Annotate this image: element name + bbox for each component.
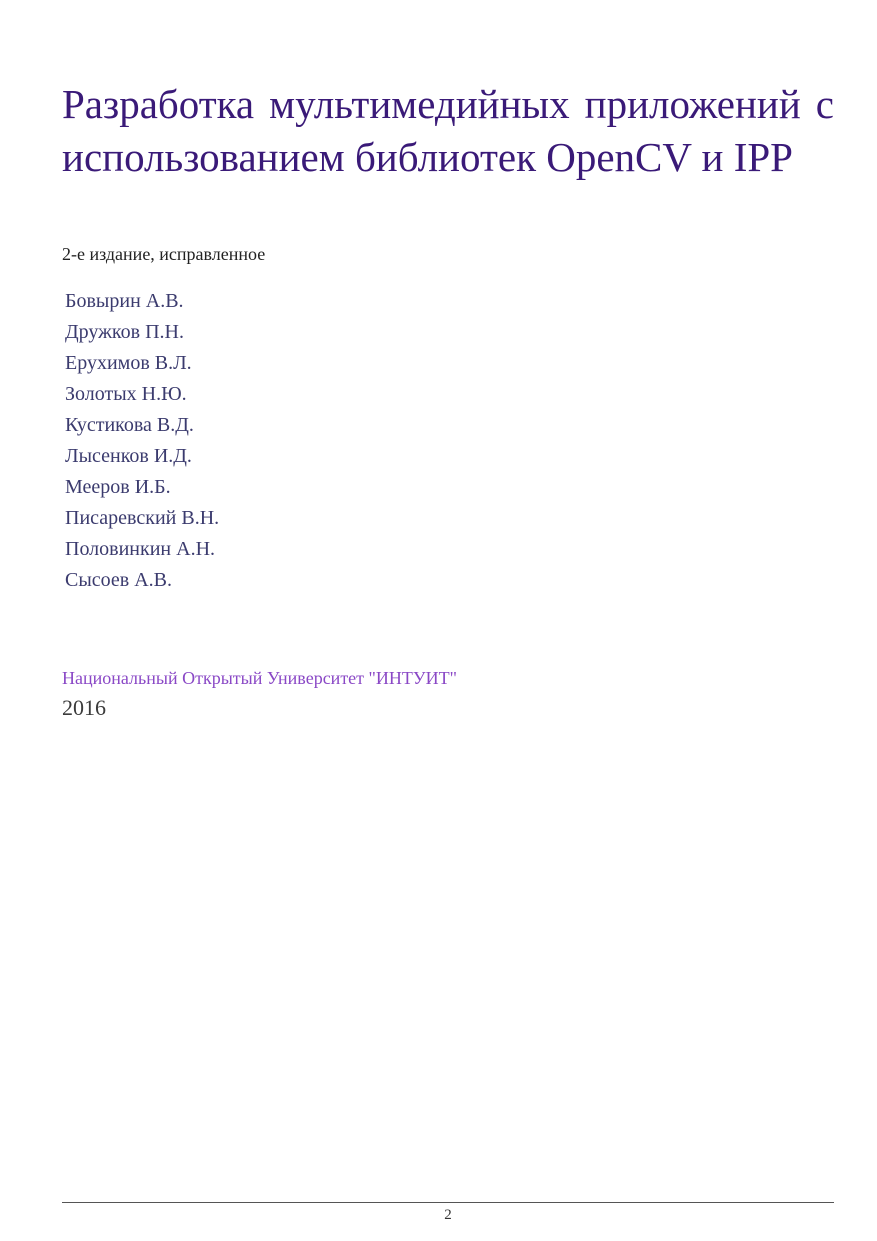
author-name: Кустикова В.Д. bbox=[65, 414, 194, 436]
footer-divider bbox=[62, 1202, 834, 1203]
edition-note: 2-е издание, исправленное bbox=[62, 244, 266, 264]
author-name: Золотых Н.Ю. bbox=[65, 383, 187, 405]
document-title: Разработка мультимедийных приложений с использованием библиотек OpenCV и IPP bbox=[62, 81, 834, 180]
author-name: Лысенков И.Д. bbox=[65, 445, 192, 467]
author-name: Половинкин А.Н. bbox=[65, 538, 216, 560]
page-number: 2 bbox=[444, 1207, 452, 1223]
author-name: Ерухимов В.Л. bbox=[65, 352, 192, 374]
author-name: Писаревский В.Н. bbox=[65, 507, 220, 529]
author-name: Сысоев А.В. bbox=[65, 569, 173, 591]
publisher-name: Национальный Открытый Университет "ИНТУИТ" bbox=[62, 668, 457, 688]
publication-year: 2016 bbox=[62, 695, 106, 720]
author-name: Дружков П.Н. bbox=[65, 321, 184, 343]
author-name: Бовырин А.В. bbox=[65, 290, 184, 312]
author-list bbox=[65, 286, 219, 596]
author-name: Мееров И.Б. bbox=[65, 476, 171, 498]
